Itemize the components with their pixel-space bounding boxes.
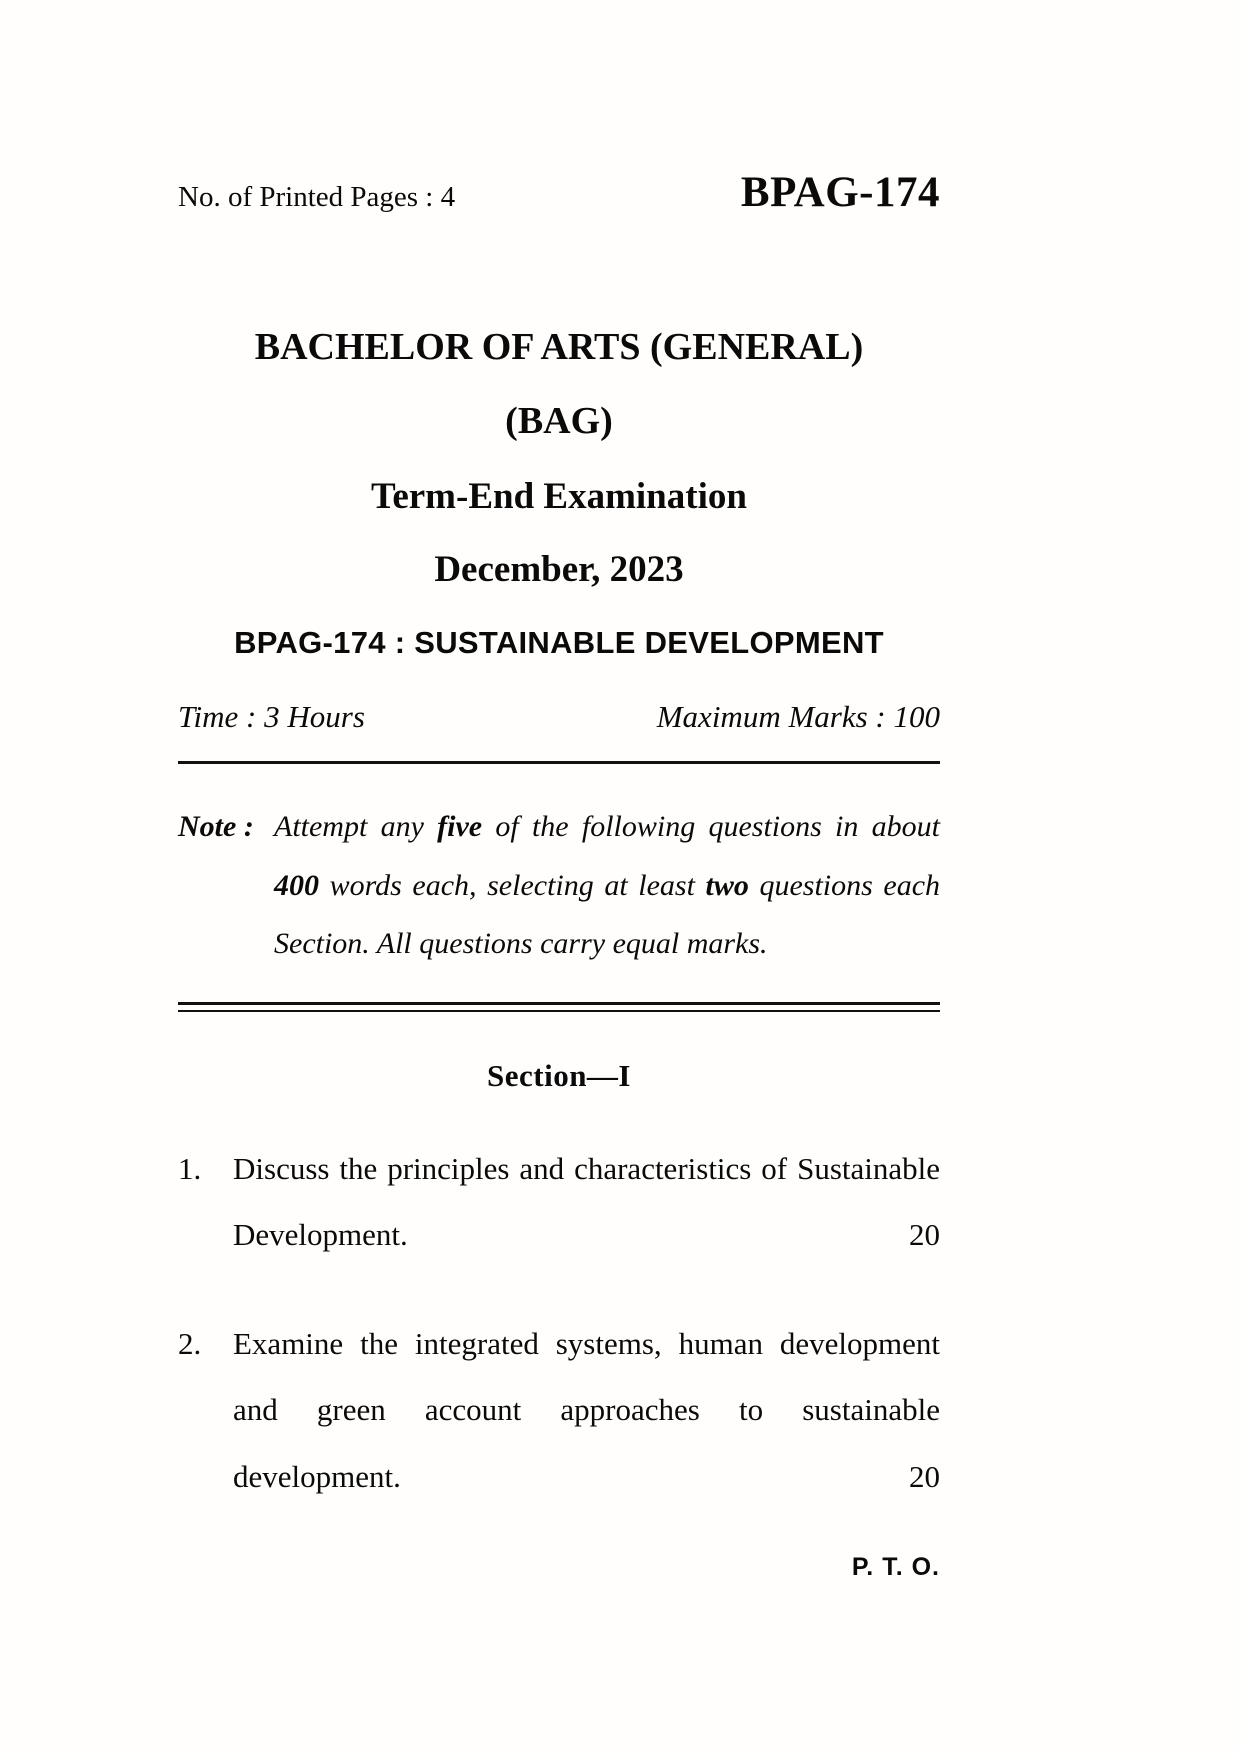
question-number: 2. [178, 1325, 202, 1361]
exam-session-date: December, 2023 [434, 549, 684, 590]
single-divider-rule [178, 761, 940, 764]
page-header [178, 0, 940, 217]
note-text-segment-bold: two [705, 868, 749, 902]
question-text: Examine the integrated systems, human development and green account approaches to sustainable development. [233, 1325, 940, 1495]
note-text-segment: Attempt any [274, 810, 438, 843]
note-text-segment-bold: 400 [274, 868, 319, 902]
degree-abbreviation: (BAG) [505, 400, 613, 442]
question-marks: 20 [909, 1217, 940, 1253]
section-heading: Section—I [487, 1057, 631, 1093]
question-2 [178, 1311, 940, 1511]
exam-title: Term-End Examination [371, 476, 747, 517]
page-content [178, 0, 940, 1582]
double-divider-rule [178, 1002, 940, 1012]
title-block [178, 325, 940, 661]
question-marks: 20 [909, 1459, 940, 1495]
note-text-segment: questions each Section. All questions carry equal marks. [274, 868, 941, 960]
question-text: Discuss the principles and characteristics of Sustainable Development. [233, 1150, 940, 1253]
course-subject-line: BPAG-174 : SUSTAINABLE DEVELOPMENT [234, 625, 884, 660]
degree-title: BACHELOR OF ARTS (GENERAL) [254, 326, 864, 368]
question-1 [178, 1136, 940, 1269]
note-text-segment-bold: five [437, 810, 483, 843]
paper-code: BPAG-174 [740, 169, 940, 216]
question-number: 1. [178, 1150, 202, 1186]
note-label-separator: : [236, 810, 254, 843]
maximum-marks: Maximum Marks : 100 [656, 699, 940, 734]
note-label [178, 798, 254, 857]
pto-label: P. T. O. [851, 1552, 940, 1581]
time-allowed: Time : 3 Hours [178, 699, 365, 734]
note-label-word: Note [178, 810, 237, 843]
note-text-segment: of the following questions in about [482, 810, 940, 843]
note-text-segment: words each, selecting at least [319, 868, 706, 902]
exam-meta-row [178, 699, 940, 735]
note-paragraph [178, 798, 940, 974]
printed-pages-note: No. of Printed Pages : 4 [178, 181, 456, 213]
